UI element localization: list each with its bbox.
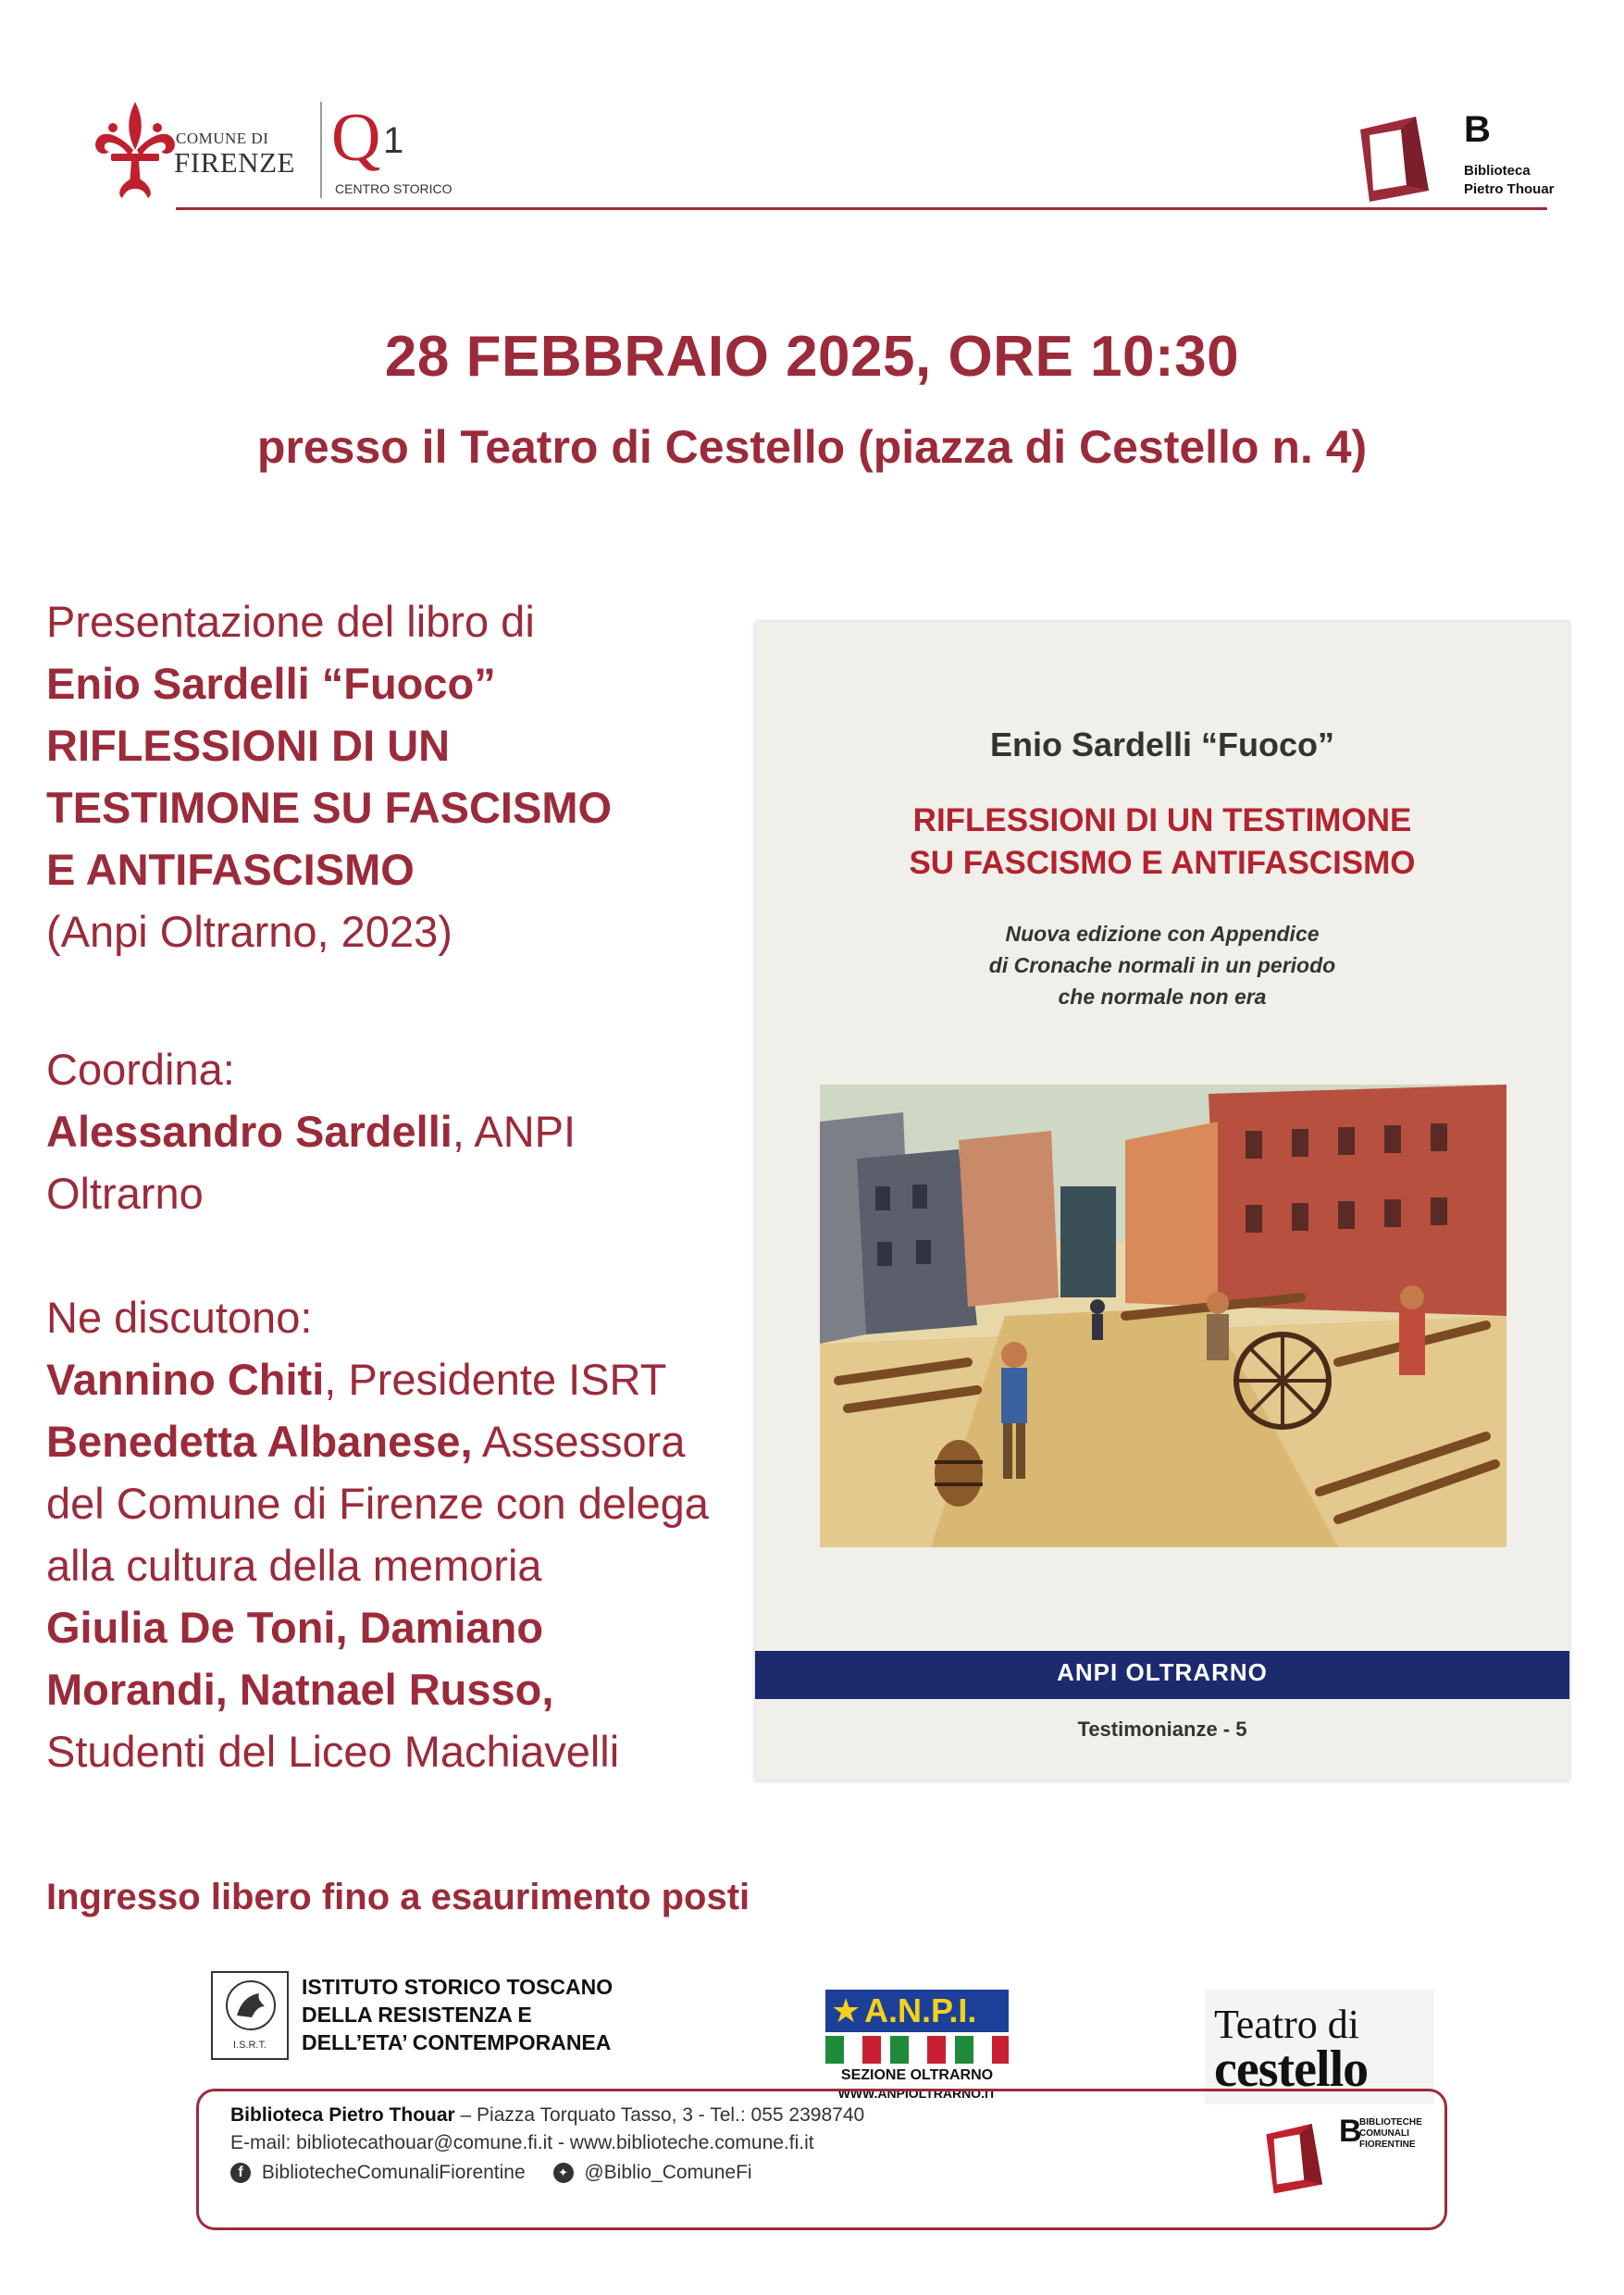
cover-title	[755, 800, 1569, 885]
comune-firenze-logo	[93, 100, 315, 204]
speaker-3-names-line1: Giulia De Toni, Damiano	[46, 1603, 544, 1652]
quartiere-label: CENTRO STORICO	[335, 181, 452, 196]
coordinator-name: Alessandro Sardelli	[46, 1107, 452, 1156]
twitter-icon[interactable]: ✦	[553, 2163, 574, 2183]
library-logo-letter: B	[1464, 109, 1491, 150]
quartiere-logo	[331, 100, 470, 205]
anpi-mark: A.N.P.I.	[864, 1991, 977, 2029]
speaker-2-role-line3: alla cultura della memoria	[46, 1541, 542, 1590]
isrt-line3: DELL’ETA’ CONTEMPORANEA	[302, 2030, 612, 2054]
speaker-2-role: Assessora	[472, 1417, 686, 1466]
isrt-seal-label: I.S.R.T.	[232, 2040, 267, 2051]
isrt-line1: ISTITUTO STORICO TOSCANO	[302, 1975, 614, 1999]
anpi-flag-stripes	[825, 2036, 1009, 2064]
firenze-label: FIRENZE	[174, 146, 295, 179]
cover-series: Testimonianze - 5	[1077, 1718, 1247, 1741]
facebook-icon[interactable]: f	[230, 2163, 251, 2183]
header-divider	[320, 102, 322, 198]
biblioteche-fiorentine-logo	[1263, 2114, 1430, 2206]
book-publisher-year: (Anpi Oltrarno, 2023)	[46, 907, 452, 956]
isrt-line2: DELLA RESISTENZA E	[302, 2003, 532, 2027]
biblioteca-thouar-logo	[1357, 104, 1555, 205]
coordinator-heading: Coordina:	[46, 1045, 235, 1094]
cover-subtitle-line1: Nuova edizione con Appendice	[1005, 922, 1320, 946]
isrt-logo	[211, 1971, 692, 2064]
cover-author: Enio Sardelli “Fuoco”	[989, 726, 1335, 763]
speaker-1-name: Vannino Chiti	[46, 1355, 325, 1404]
cover-publisher: ANPI OLTRARNO	[1057, 1658, 1268, 1686]
anpi-banner	[825, 1990, 1009, 2032]
book-logo-icon	[1263, 2119, 1332, 2195]
speaker-3-names-line2: Morandi, Natnael Russo,	[46, 1665, 554, 1714]
cover-title-line2: SU FASCISMO E ANTIFASCISMO	[909, 845, 1416, 881]
twitter-handle[interactable]: @Biblio_ComuneFi	[584, 2162, 752, 2183]
book-logo-icon	[1357, 111, 1440, 204]
anpi-web: WWW.ANPIOLTRARNO.IT	[837, 2086, 997, 2101]
footer-logo-line2: COMUNALI	[1359, 2128, 1409, 2139]
entry-note: Ingresso libero fino a esaurimento posti	[46, 1877, 750, 1917]
speakers-section	[46, 1286, 750, 1782]
footer-library-name: Biblioteca Pietro Thouar	[230, 2104, 455, 2126]
book-title-line1: RIFLESSIONI DI UN	[46, 721, 451, 770]
speakers-heading: Ne discutono:	[46, 1293, 313, 1342]
coordinator-section	[46, 1038, 750, 1224]
cover-painting	[820, 1085, 1506, 1547]
speaker-1-role: , Presidente ISRT	[324, 1355, 667, 1404]
book-section	[46, 590, 750, 962]
header-rule	[176, 207, 1547, 210]
footer-address: – Piazza Torquato Tasso, 3 - Tel.: 055 2398740	[454, 2104, 865, 2126]
quartiere-number: 1	[383, 120, 404, 161]
book-title-line2: TESTIMONE SU FASCISMO	[46, 783, 613, 832]
library-logo-line2: Pietro Thouar	[1464, 181, 1555, 197]
book-author: Enio Sardelli “Fuoco”	[46, 659, 496, 708]
cover-subtitle-line2: di Cronache normali in un periodo	[988, 953, 1336, 977]
footer-logo-letter: B	[1339, 2114, 1362, 2149]
book-intro: Presentazione del libro di	[46, 597, 535, 646]
library-logo-line1: Biblioteca	[1464, 163, 1531, 179]
footer-logo-line3: FIORENTINE	[1359, 2140, 1416, 2150]
coordinator-role: , ANPI	[452, 1107, 576, 1156]
teatro-line1: Teatro di	[1214, 2002, 1359, 2047]
quartiere-mark: Q	[331, 100, 381, 176]
facebook-handle[interactable]: BibliotecheComunaliFiorentine	[261, 2162, 526, 2183]
footer-contacts[interactable]: E-mail: bibliotecathouar@comune.fi.it - www.biblioteche.comune.fi.it	[230, 2132, 814, 2153]
teatro-line2: cestello	[1214, 2041, 1369, 2098]
comune-label: COMUNE DI	[176, 130, 269, 147]
speaker-2-role-line2: del Comune di Firenze con delega	[46, 1479, 709, 1528]
giglio-icon	[93, 100, 178, 200]
cover-title-line1: RIFLESSIONI DI UN TESTIMONE	[912, 802, 1412, 838]
footer-social	[230, 2162, 752, 2184]
horse-icon	[224, 1979, 278, 2032]
event-place: presso il Teatro di Cestello (piazza di Cestello n. 4)	[256, 421, 1368, 473]
speaker-2-name: Benedetta Albanese,	[46, 1417, 473, 1466]
footer-box	[196, 2089, 1447, 2230]
footer-address-line	[230, 2104, 864, 2127]
book-title-line3: E ANTIFASCISMO	[46, 845, 415, 894]
event-date: 28 FEBBRAIO 2025, ORE 10:30	[384, 325, 1240, 389]
cover-subtitle-line3: che normale non era	[1058, 985, 1267, 1009]
anpi-section: SEZIONE OLTRARNO	[840, 2067, 994, 2083]
isrt-seal	[211, 1971, 289, 2060]
footer-logo-line1: BIBLIOTECHE	[1359, 2117, 1422, 2128]
teatro-cestello-logo	[1205, 1990, 1434, 2104]
speaker-3-role: Studenti del Liceo Machiavelli	[46, 1727, 620, 1776]
cover-subtitle	[755, 918, 1569, 1012]
book-cover	[755, 622, 1569, 1780]
star-icon: ★	[831, 1991, 862, 2029]
coordinator-role-line2: Oltrarno	[46, 1169, 204, 1218]
